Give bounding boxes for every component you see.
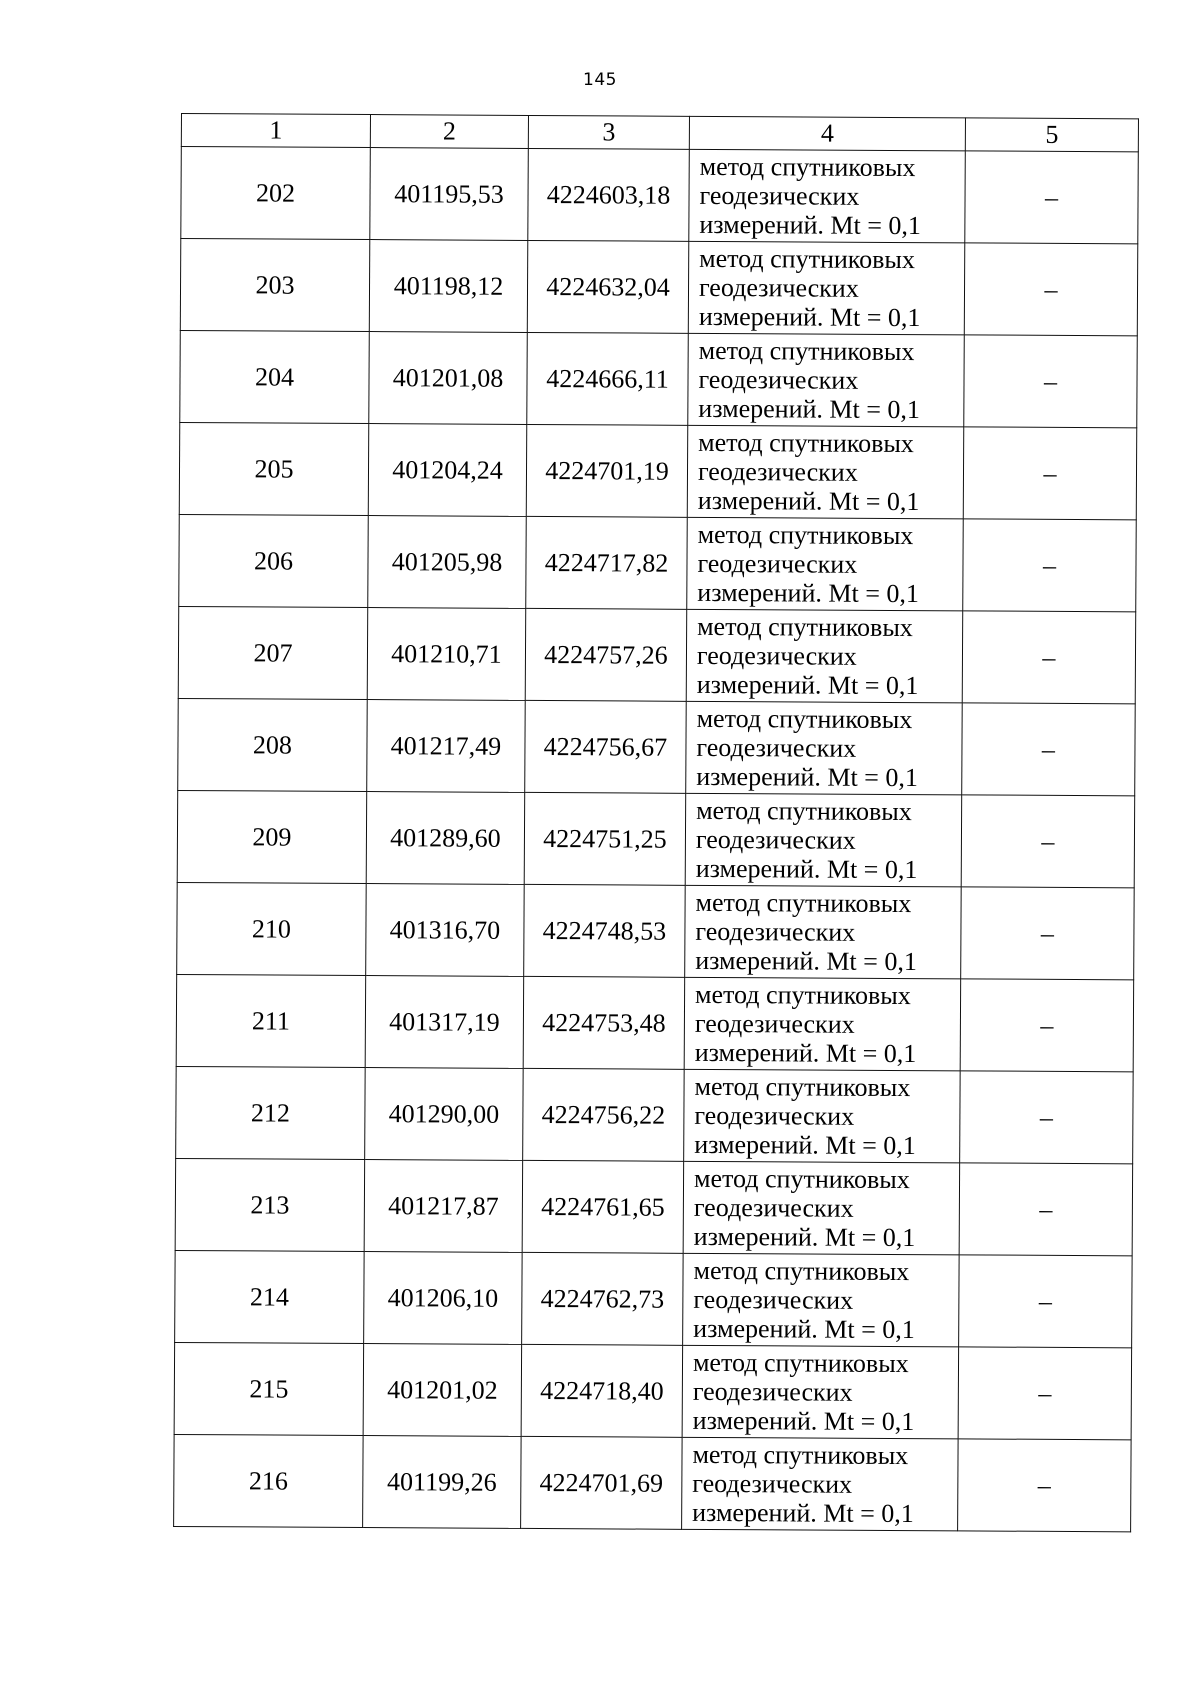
- point-number-cell: 205: [179, 422, 369, 515]
- note-cell: –: [963, 427, 1137, 520]
- point-number-cell: 207: [178, 606, 368, 699]
- y-coordinate-cell: 4224753,48: [523, 976, 685, 1069]
- table-row: [179, 422, 1136, 519]
- method-line: геодезических: [692, 1468, 853, 1499]
- method-cell: [684, 977, 961, 1071]
- header-col-4: 4: [689, 116, 965, 151]
- method-line: метод спутниковых: [699, 243, 915, 275]
- table-row: [177, 790, 1134, 887]
- method-line: метод спутниковых: [699, 151, 916, 183]
- note-cell: –: [964, 335, 1138, 428]
- y-coordinate-cell: 4224761,65: [522, 1160, 684, 1253]
- method-line: геодезических: [695, 824, 856, 855]
- method-line: метод спутниковых: [698, 427, 914, 459]
- point-number-cell: 208: [178, 698, 368, 791]
- table-row: [181, 147, 1138, 244]
- point-number-cell: 211: [176, 974, 366, 1067]
- method-line: измерений. Mt = 0,1: [693, 1313, 915, 1345]
- point-number-cell: 212: [176, 1066, 366, 1159]
- method-line: метод спутниковых: [697, 611, 913, 643]
- coordinates-table-container: [173, 113, 1138, 1532]
- method-line: измерений. Mt = 0,1: [699, 209, 922, 241]
- method-cell: [685, 885, 962, 979]
- method-line: измерений. Mt = 0,1: [697, 485, 920, 517]
- method-cell: [689, 149, 966, 243]
- note-cell: –: [960, 1071, 1134, 1164]
- x-coordinate-cell: 401198,12: [369, 240, 528, 333]
- method-line: метод спутниковых: [696, 795, 912, 827]
- table-row: [176, 974, 1133, 1071]
- method-cell: [688, 241, 965, 335]
- method-line: измерений. Mt = 0,1: [696, 761, 918, 793]
- method-line: геодезических: [693, 1192, 854, 1223]
- method-line: измерений. Mt = 0,1: [693, 1221, 916, 1253]
- method-line: метод спутниковых: [692, 1347, 909, 1379]
- note-cell: –: [959, 1255, 1133, 1348]
- method-line: геодезических: [692, 1376, 853, 1407]
- method-line: геодезических: [698, 272, 859, 303]
- point-number-cell: 206: [179, 514, 369, 607]
- method-line: геодезических: [696, 732, 857, 763]
- table-row: [180, 239, 1137, 336]
- y-coordinate-cell: 4224718,40: [521, 1344, 683, 1437]
- note-cell: –: [961, 795, 1135, 888]
- coordinates-table: [173, 113, 1139, 1532]
- y-coordinate-cell: 4224666,11: [527, 332, 689, 425]
- point-number-cell: 215: [174, 1342, 364, 1435]
- table-row: [177, 882, 1134, 979]
- table-body: [174, 147, 1139, 1532]
- page-number: 145: [583, 70, 617, 90]
- y-coordinate-cell: 4224632,04: [527, 240, 689, 333]
- y-coordinate-cell: 4224701,19: [526, 424, 688, 517]
- method-cell: [683, 1161, 960, 1255]
- method-line: измерений. Mt = 0,1: [695, 853, 918, 885]
- method-line: геодезических: [694, 1008, 855, 1039]
- method-line: измерений. Mt = 0,1: [698, 301, 921, 333]
- header-col-5: 5: [965, 118, 1138, 152]
- table-row: [178, 698, 1135, 795]
- method-line: метод спутниковых: [695, 979, 911, 1011]
- table-row: [179, 514, 1136, 611]
- header-col-1: 1: [181, 114, 370, 148]
- note-cell: –: [962, 703, 1136, 796]
- point-number-cell: 203: [180, 239, 370, 332]
- method-cell: [684, 1069, 961, 1163]
- method-cell: [683, 1253, 960, 1347]
- method-line: измерений. Mt = 0,1: [698, 393, 921, 425]
- method-cell: [682, 1345, 959, 1439]
- x-coordinate-cell: 401204,24: [368, 424, 527, 517]
- method-line: геодезических: [696, 640, 857, 671]
- x-coordinate-cell: 401205,98: [368, 516, 527, 609]
- y-coordinate-cell: 4224756,22: [523, 1068, 685, 1161]
- method-line: метод спутниковых: [696, 703, 913, 735]
- method-line: геодезических: [693, 1284, 854, 1315]
- method-line: метод спутниковых: [693, 1255, 910, 1287]
- note-cell: –: [961, 887, 1135, 980]
- point-number-cell: 204: [180, 330, 370, 423]
- method-line: метод спутниковых: [692, 1439, 909, 1471]
- method-line: геодезических: [699, 180, 860, 211]
- method-cell: [687, 517, 964, 611]
- x-coordinate-cell: 401199,26: [363, 1436, 522, 1529]
- table-row: [178, 606, 1135, 703]
- header-col-3: 3: [528, 115, 689, 149]
- method-line: метод спутниковых: [693, 1163, 910, 1195]
- point-number-cell: 202: [181, 147, 371, 240]
- y-coordinate-cell: 4224701,69: [521, 1436, 683, 1529]
- table-row: [180, 330, 1137, 427]
- point-number-cell: 213: [175, 1158, 365, 1251]
- point-number-cell: 209: [177, 790, 367, 883]
- method-line: метод спутниковых: [698, 335, 915, 367]
- x-coordinate-cell: 401289,60: [366, 792, 525, 885]
- note-cell: –: [958, 1439, 1132, 1532]
- note-cell: –: [958, 1347, 1132, 1440]
- table-header: [181, 114, 1138, 152]
- method-cell: [687, 425, 964, 519]
- x-coordinate-cell: 401217,87: [364, 1160, 523, 1253]
- method-line: измерений. Mt = 0,1: [697, 577, 920, 609]
- x-coordinate-cell: 401195,53: [370, 148, 529, 241]
- method-line: геодезических: [698, 364, 859, 395]
- method-line: метод спутниковых: [694, 1071, 911, 1103]
- note-cell: –: [963, 519, 1137, 612]
- point-number-cell: 214: [175, 1250, 365, 1343]
- method-line: измерений. Mt = 0,1: [692, 1497, 914, 1529]
- method-cell: [688, 333, 965, 427]
- note-cell: –: [965, 151, 1139, 244]
- method-cell: [682, 1437, 959, 1531]
- y-coordinate-cell: 4224748,53: [524, 884, 686, 977]
- y-coordinate-cell: 4224756,67: [525, 700, 687, 793]
- x-coordinate-cell: 401206,10: [364, 1252, 523, 1345]
- method-line: геодезических: [695, 916, 856, 947]
- note-cell: –: [959, 1163, 1133, 1256]
- method-cell: [685, 793, 962, 887]
- point-number-cell: 210: [177, 882, 367, 975]
- method-cell: [686, 609, 963, 703]
- method-line: измерений. Mt = 0,1: [694, 1129, 916, 1161]
- method-line: измерений. Mt = 0,1: [692, 1405, 915, 1437]
- x-coordinate-cell: 401201,08: [369, 332, 528, 425]
- method-line: геодезических: [694, 1100, 855, 1131]
- table-row: [175, 1250, 1132, 1347]
- x-coordinate-cell: 401316,70: [366, 884, 525, 977]
- table-row: [175, 1158, 1132, 1255]
- table-row: [174, 1434, 1131, 1531]
- method-line: геодезических: [697, 548, 858, 579]
- method-line: метод спутниковых: [697, 519, 914, 551]
- point-number-cell: 216: [174, 1434, 364, 1527]
- table-row: [174, 1342, 1131, 1439]
- x-coordinate-cell: 401210,71: [367, 608, 526, 701]
- x-coordinate-cell: 401201,02: [363, 1344, 522, 1437]
- y-coordinate-cell: 4224603,18: [528, 148, 690, 241]
- method-line: измерений. Mt = 0,1: [696, 669, 919, 701]
- x-coordinate-cell: 401317,19: [365, 976, 524, 1069]
- y-coordinate-cell: 4224762,73: [522, 1252, 684, 1345]
- header-row: [181, 114, 1138, 152]
- y-coordinate-cell: 4224751,25: [524, 792, 686, 885]
- method-line: измерений. Mt = 0,1: [695, 945, 917, 977]
- note-cell: –: [960, 979, 1134, 1072]
- x-coordinate-cell: 401290,00: [365, 1068, 524, 1161]
- method-cell: [686, 701, 963, 795]
- method-line: метод спутниковых: [695, 887, 912, 919]
- note-cell: –: [962, 611, 1136, 704]
- header-col-2: 2: [370, 115, 528, 149]
- table-row: [176, 1066, 1133, 1163]
- method-line: геодезических: [697, 456, 858, 487]
- method-line: измерений. Mt = 0,1: [694, 1037, 917, 1069]
- y-coordinate-cell: 4224757,26: [525, 608, 687, 701]
- y-coordinate-cell: 4224717,82: [526, 516, 688, 609]
- x-coordinate-cell: 401217,49: [367, 700, 526, 793]
- note-cell: –: [964, 243, 1138, 336]
